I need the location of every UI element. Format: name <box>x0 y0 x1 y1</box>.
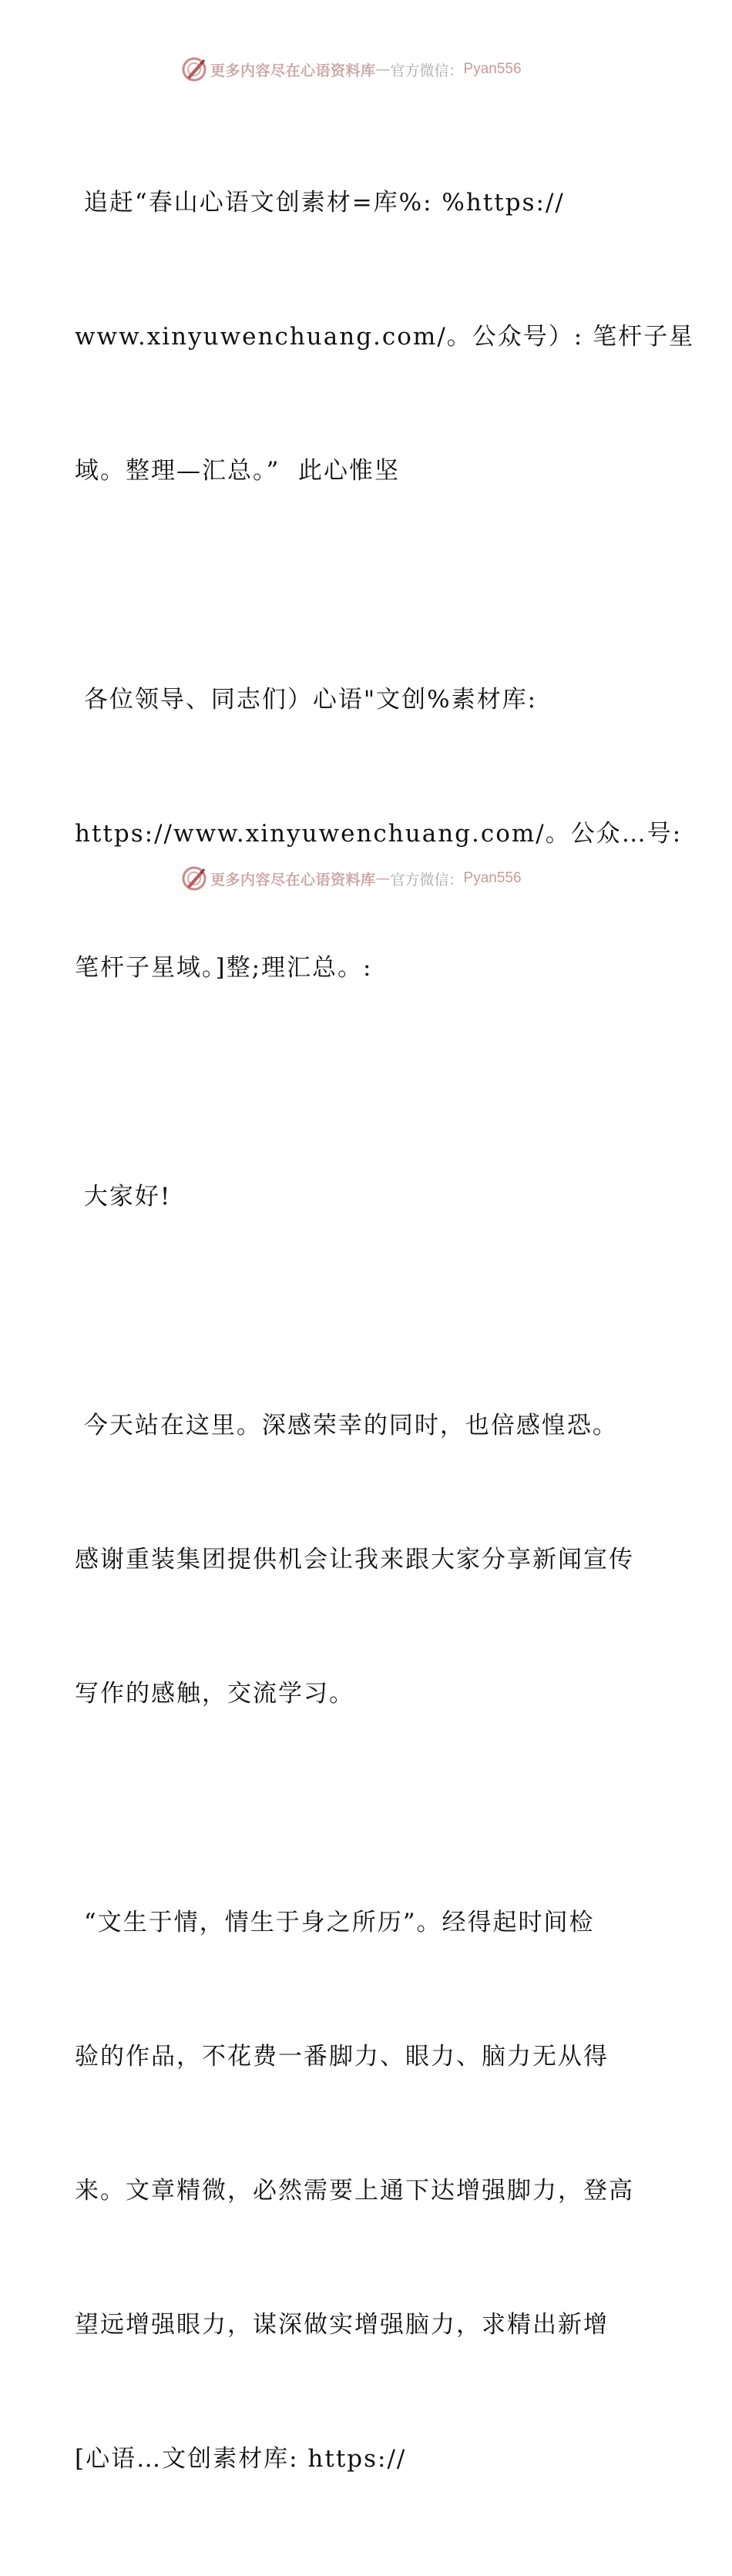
paragraph-4 <box>75 1314 660 1805</box>
text-line: www.xinyuwenchuang.com/。公众号）: 笔杆子星 <box>75 323 695 351</box>
banner-label: 官方微信： <box>390 62 464 79</box>
footer-watermark-banner <box>181 865 551 892</box>
paragraph-1 <box>75 91 695 583</box>
banner-text: 更多内容尽在心语资料库 <box>210 62 376 79</box>
text-line: 域。整理—汇总。” 此心惟坚 <box>75 457 401 485</box>
paragraph-5 <box>75 1811 660 2571</box>
text-line: 望远增强眼力，谋深做实增强脑力，求精出新增 <box>75 2311 609 2339</box>
pen-logo-icon <box>181 865 207 892</box>
text-line: 今天站在这里。深感荣幸的同时，也倍感惶恐。 <box>75 1412 618 1439</box>
paragraph-3 <box>75 1085 660 1308</box>
text-line: 写作的感触，交流学习。 <box>75 1680 354 1708</box>
paragraph-2 <box>75 588 683 1080</box>
text-line: 笔杆子星域。]整;理汇总。: <box>75 954 373 982</box>
text-line: 来。文章精微，必然需要上通下达增强脚力，登高 <box>75 2177 634 2205</box>
pen-logo-icon <box>181 56 207 82</box>
text-line: 追赶“春山心语文创素材=库%: %https:// <box>75 189 565 217</box>
text-line: 验的作品，不花费一番脚力、眼力、脑力无从得 <box>75 2043 609 2071</box>
banner-wechat-id: Pyan556 <box>463 61 522 77</box>
text-line: “文生于情，情生于身之所历”。经得起时间检 <box>75 1909 595 1936</box>
banner-wechat-id: Pyan556 <box>463 870 522 886</box>
text-line: https://www.xinyuwenchuang.com/。公众…号: <box>75 820 683 848</box>
banner-dash: — <box>375 61 391 78</box>
text-line: 感谢重装集团提供机会让我来跟大家分享新闻宣传 <box>75 1546 634 1573</box>
document-body <box>75 91 695 2576</box>
text-line: [心语…文创素材库: https:// <box>75 2445 407 2473</box>
text-line: 大家好! <box>75 1183 172 1211</box>
banner-text: 更多内容尽在心语资料库 <box>210 871 376 888</box>
banner-dash: — <box>375 870 391 887</box>
text-line: 各位领导、同志们）心语"文创%素材库: <box>75 686 538 714</box>
header-watermark-banner <box>181 55 551 83</box>
banner-label: 官方微信： <box>390 871 464 888</box>
